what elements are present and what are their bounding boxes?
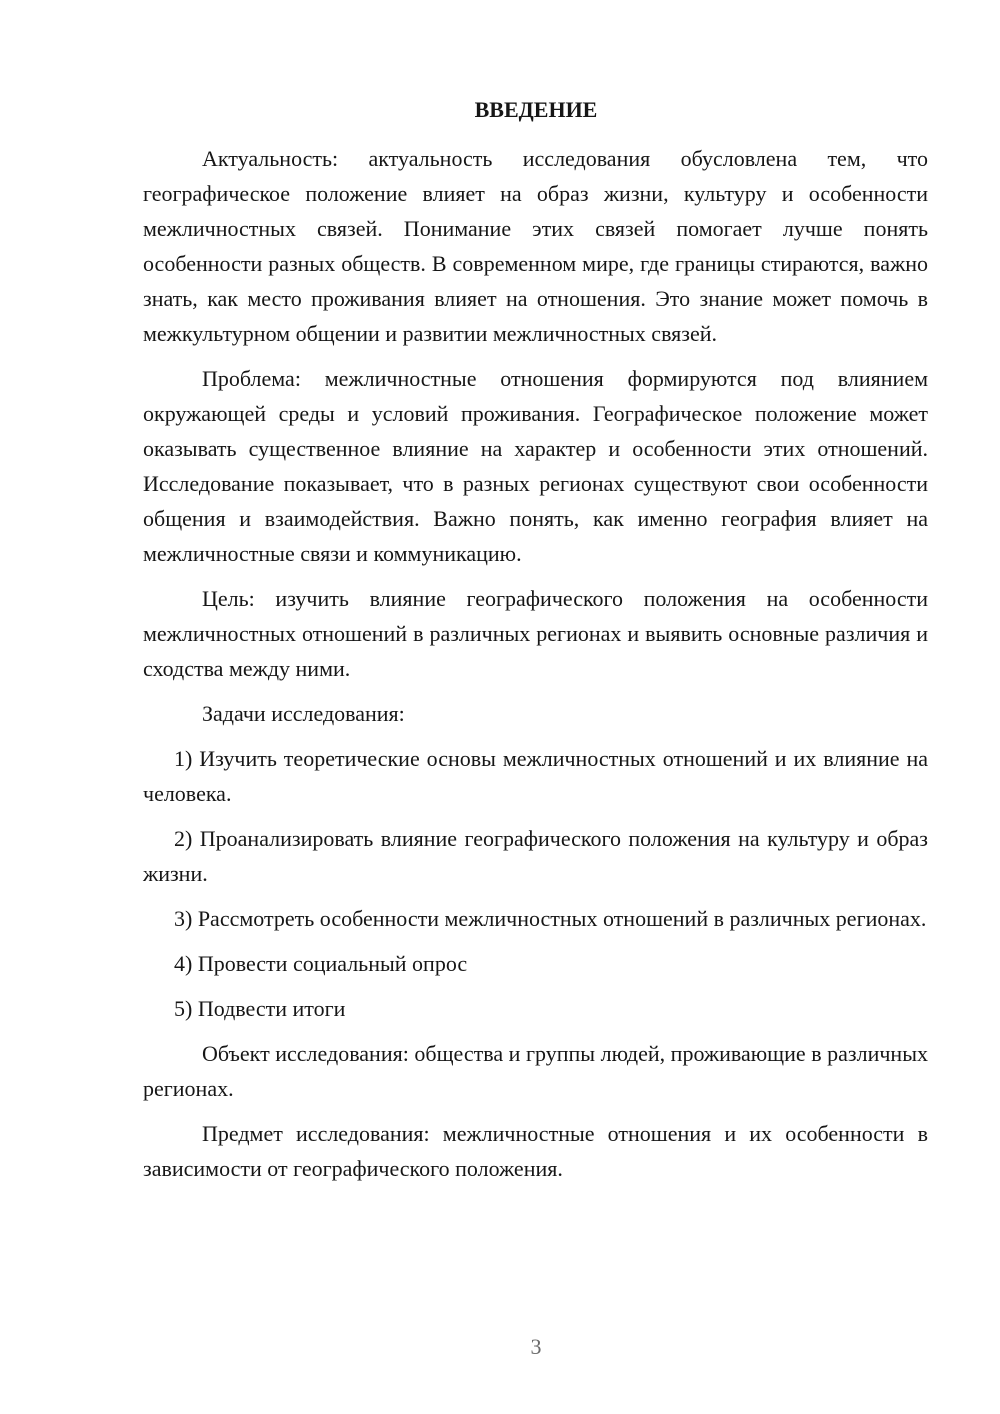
paragraph-subject: Предмет исследования: межличностные отношения и их особенности в зависимости от географического положения. [143, 1121, 928, 1181]
paragraph-relevance: Актуальность: актуальность исследования обусловлена тем, что географическое положение влияет на образ жизни, культуру и особенности межличностных связей. Понимание этих связей помогает лучше понять особенности разных обществ. В современном мире, где границы стираются, важно знать, как место проживания влияет на отношения. Это знание может помочь в межкультурном общении и развитии межличностных связей. [143, 146, 928, 346]
page-title: ВВЕДЕНИЕ [474, 97, 598, 122]
paragraph-object: Объект исследования: общества и группы людей, проживающие в различных регионах. [143, 1041, 928, 1101]
paragraph-problem: Проблема: межличностные отношения формируются под влиянием окружающей среды и условий проживания. Географическое положение может оказывать существенное влияние на характер и особенности этих отношений. Исследование показывает, что в разных регионах существуют свои особенности общения и взаимодействия. Важно понять, как именно география влияет на межличностные связи и коммуникацию. [143, 366, 928, 566]
page-number: 3 [530, 1334, 542, 1359]
task-item-1: 1) Изучить теоретические основы межличностных отношений и их влияние на человека. [143, 746, 928, 806]
task-item-5: 5) Подвести итоги [174, 996, 346, 1021]
task-item-2: 2) Проанализировать влияние географического положения на культуру и образ жизни. [143, 826, 928, 886]
tasks-heading: Задачи исследования: [202, 701, 405, 726]
task-item-3: 3) Рассмотреть особенности межличностных отношений в различных регионах. [174, 906, 927, 931]
paragraph-goal: Цель: изучить влияние географического положения на особенности межличностных отношений в различных регионах и выявить основные различия и сходства между ними. [143, 586, 928, 681]
document-body [143, 141, 928, 1196]
task-item-4: 4) Провести социальный опрос [174, 951, 468, 976]
